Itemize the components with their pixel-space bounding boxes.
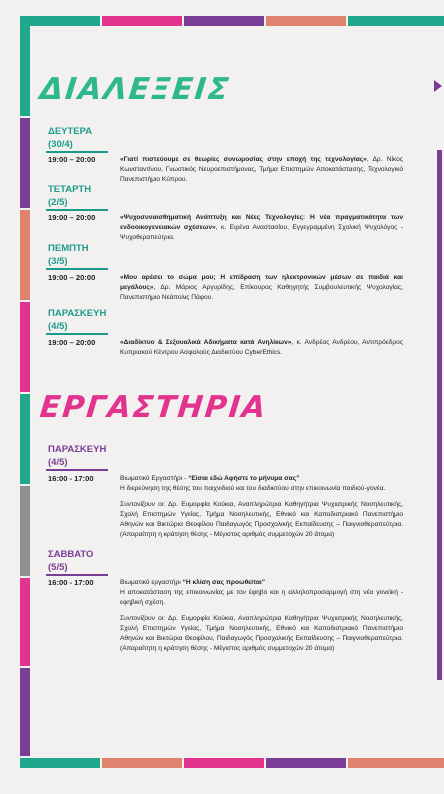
right-edge-bar [437, 150, 442, 680]
day-underline [46, 469, 108, 471]
lecture-title: «Διαδίκτυο & Σεξουαλικά Αδικήματα κατά Ανηλίκων» [120, 339, 292, 346]
workshop-title: “Είσαι εδώ Αφήστε το μήνυμα σας” [188, 475, 300, 482]
workshop-description [120, 578, 403, 654]
day-underline [46, 209, 108, 211]
session-time: 19:00 – 20:00 [48, 155, 96, 164]
lecture-speaker: , Δρ. Μάριος Αργυρίδης, Επίκουρος Καθηγητής Συμβουλευτικής Ψυχολογίας, Πανεπιστήμιο Νεάπολις Πάφου. [120, 284, 403, 301]
bottom-border-strip [0, 758, 444, 768]
right-edge-arrow [434, 80, 442, 92]
lecture-description [120, 155, 403, 185]
workshop-coordinators: Συντονίζουν οι: Δρ. Ευμορφία Κούκια, Αναπληρώτρια Καθηγήτρια Ψυχιατρικής Νοσηλευτικής, Σχολή Επιστημών Υγείας, Τμήμα Νοσηλευτικής, Εθνικό και Καποδιστριακό Πανεπιστήμιο Αθηνών και Βικτώρια Θεοφίλου Παιδαγωγός Προσχολικής Εκπαίδευσης – Παιγνιοθεραπεύτρια. (Απαραίτητη η κράτηση θέσης - Μέγιστος αριθμός συμμετοχών 20 άτομα) [120, 501, 403, 538]
workshop-intro: Βιωματικό Εργαστήρι - [120, 475, 189, 482]
lecture-speaker: , κ. Ειρένα Αναστασίου, Εγγεγραμμένη Σχολική Ψυχολόγος - Ψυχοθεραπεύτρια. [120, 224, 403, 241]
day-label-wednesday: ΤΕΤΑΡΤΗ (2/5) [48, 184, 92, 208]
day-underline [46, 574, 108, 576]
day-underline [46, 268, 108, 270]
workshop-summary: Η αποκατάσταση της επικοινωνίας με τον έφηβο και η αλληλοπροσαρμογή στη νέα γονεϊκή - εφηβική σχέση. [120, 589, 403, 606]
lectures-heading: ΔΙΑΛΕΞΕΙΣ [38, 72, 233, 107]
workshop-title: “Η κλίση σας προωθείται” [182, 579, 266, 586]
top-border-strip [0, 16, 444, 26]
day-underline [46, 333, 108, 335]
workshop-summary: Η διερεύνηση της θέσης του παιχνιδιού και του διαδικτύου στην επικοινωνία παιδιού-γονέα. [120, 485, 386, 492]
session-time: 19:00 – 20:00 [48, 273, 96, 282]
day-underline [46, 151, 108, 153]
session-time: 16:00 - 17:00 [48, 474, 94, 483]
lecture-title: «Ψυχοσυναισθηματική Ανάπτυξη και Νέες Τεχνολογίες: Η νέα πραγματικότητα των ενδοοικογενειακών σχέσεων» [120, 214, 403, 231]
session-time: 16:00 - 17:00 [48, 578, 94, 587]
workshop-coordinators: Συντονίζουν οι: Δρ. Ευμορφία Κούκια, Αναπληρώτρια Καθηγήτρια Ψυχιατρικής Νοσηλευτικής, Σχολή Επιστημών Υγείας, Τμήμα Νοσηλευτικής, Εθνικό και Καποδιστριακό Πανεπιστήμιο Αθηνών και Βικτώρια Θεοφίλου, Παιδαγωγός Προσχολικής Εκπαίδευσης – Παιγνιοθεραπεύτρια. (Απαραίτητη η κράτηση θέσης - Μέγιστος αριθμός συμμετοχών 20 άτομα) [120, 615, 403, 652]
day-label-thursday: ΠΕΜΠΤΗ (3/5) [48, 243, 89, 267]
lecture-speaker: , κ. Ανδρέας Ανδρέου, Αντιπρόεδρος Κυπριακού Κέντρου Ασφαλούς Διαδικτύου CyberEthics. [120, 339, 403, 356]
day-label-monday: ΔΕΥΤΕΡΑ (30/4) [48, 126, 93, 150]
lecture-description [120, 338, 403, 358]
day-label-friday: ΠΑΡΑΣΚΕΥΗ (4/5) [48, 308, 107, 332]
lecture-description [120, 273, 403, 303]
day-label-saturday: ΣΑΒΒΑΤΟ (5/5) [48, 549, 94, 573]
day-label-friday-workshop: ΠΑΡΑΣΚΕΥΗ (4/5) [48, 444, 107, 468]
lecture-speaker: , Δρ. Νίκος Κωνσταντίνου, Γνωστικός Νευροεπιστήμονας, Τμήμα Επιστημών Αποκατάστασης, Τεχνολογικό Πανεπιστήμιο Κύπρου. [120, 156, 403, 183]
left-border-strip [20, 26, 30, 756]
lecture-title: «Γιατί πιστεύουμε σε θεωρίες συνωμοσίας στην εποχή της τεχνολογίας» [120, 156, 367, 163]
lecture-description [120, 213, 403, 243]
session-time: 19:00 – 20:00 [48, 213, 96, 222]
session-time: 19:00 – 20:00 [48, 338, 96, 347]
workshop-description [120, 474, 403, 540]
workshops-heading: ΕΡΓΑΣΤΗΡΙΑ [38, 390, 270, 425]
workshop-intro: Βιωματικό εργαστήρι [120, 579, 183, 586]
lecture-title: «Μου αρέσει το σώμα μου; Η επίδραση των ηλεκτρονικών μέσων σε παιδιά και μεγάλους» [120, 274, 403, 291]
